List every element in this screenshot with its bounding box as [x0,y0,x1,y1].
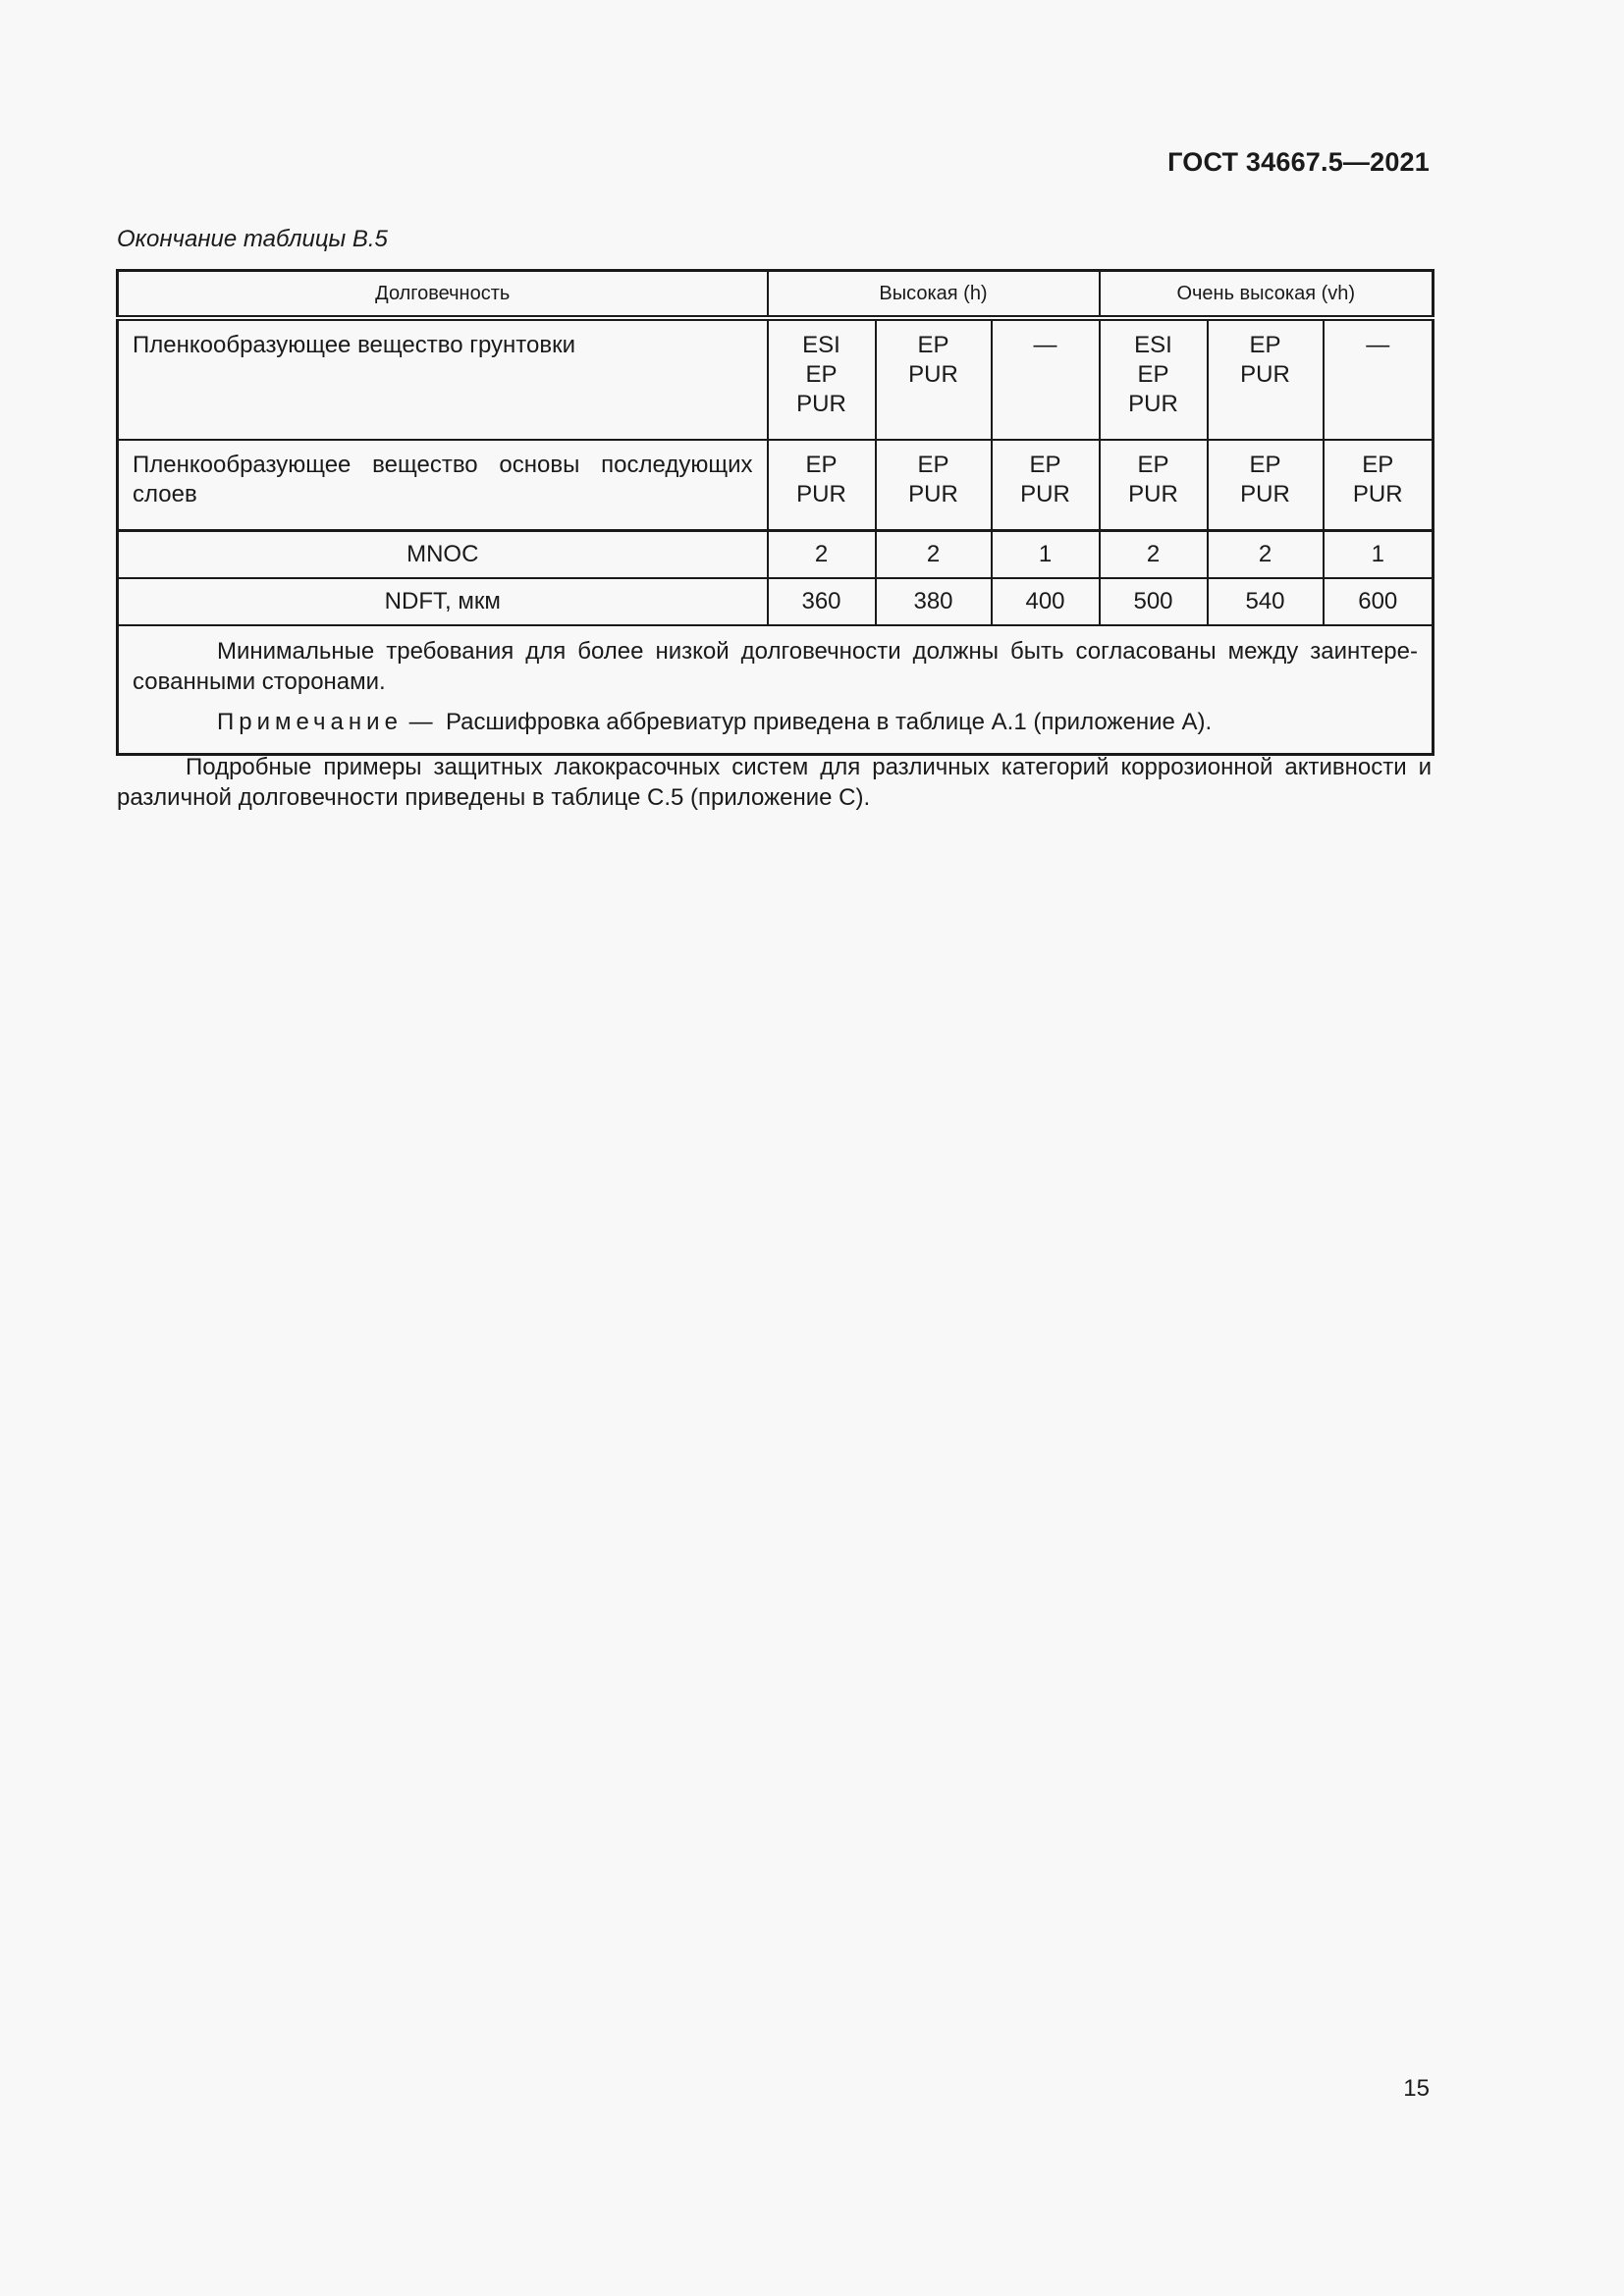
table-cell: 1 [992,531,1100,579]
table-cell: 2 [876,531,992,579]
row-label-ndft: NDFT, мкм [118,578,768,625]
table-row-primer [118,318,1434,440]
table-cell: EP PUR [876,440,992,531]
document-code: ГОСТ 34667.5—2021 [1167,147,1430,177]
table-header-row [118,271,1434,319]
table-cell: EP PUR [1208,318,1324,440]
note-dash: — [408,709,433,735]
table-notes [118,625,1434,755]
table-cell: 540 [1208,578,1324,625]
table-cell: ESI EP PUR [768,318,876,440]
table-cell: 360 [768,578,876,625]
table-cell: EP PUR [1208,440,1324,531]
header-durability: Долговечность [118,271,768,319]
body-paragraph: Подробные примеры защитных лакокрасочных систем для различных категорий коррозионной активности и различной долговечности приведены в таблице С.5 (приложение С). [117,754,1432,811]
note-label: Примечание [217,709,403,735]
table-caption: Окончание таблицы В.5 [117,226,388,252]
table-cell: 2 [1100,531,1208,579]
row-label-base: Пленкообразующее вещество основы последующих слоев [118,440,768,531]
table-cell: EP PUR [876,318,992,440]
table-cell: 600 [1324,578,1434,625]
note-text: Расшифровка аббревиатур приведена в таблице А.1 (приложение А). [445,709,1213,735]
abbreviation-note [133,707,1418,737]
table-cell: 2 [768,531,876,579]
table-cell: EP PUR [768,440,876,531]
header-very-high: Очень высокая (vh) [1100,271,1434,319]
table-cell: 2 [1208,531,1324,579]
table-row-mnoc [118,531,1434,579]
table-cell: — [992,318,1100,440]
table-row-ndft [118,578,1434,625]
table-cell: ESI EP PUR [1100,318,1208,440]
requirement-note: Минимальные требования для более низкой долговечности должны быть согласованы между заинтересованными сторонами. [133,638,1418,695]
table-cell: 380 [876,578,992,625]
table-cell: 400 [992,578,1100,625]
table-cell: — [1324,318,1434,440]
row-label-mnoc: MNOC [118,531,768,579]
row-label-primer: Пленкообразующее вещество грунтовки [118,318,768,440]
table-cell: EP PUR [1100,440,1208,531]
durability-table [116,269,1432,756]
table-cell: 1 [1324,531,1434,579]
table-row-base [118,440,1434,531]
table-cell: 500 [1100,578,1208,625]
table-notes-row [118,625,1434,755]
page-number: 15 [1403,2075,1430,2102]
header-high: Высокая (h) [768,271,1100,319]
table-cell: EP PUR [992,440,1100,531]
table-cell: EP PUR [1324,440,1434,531]
